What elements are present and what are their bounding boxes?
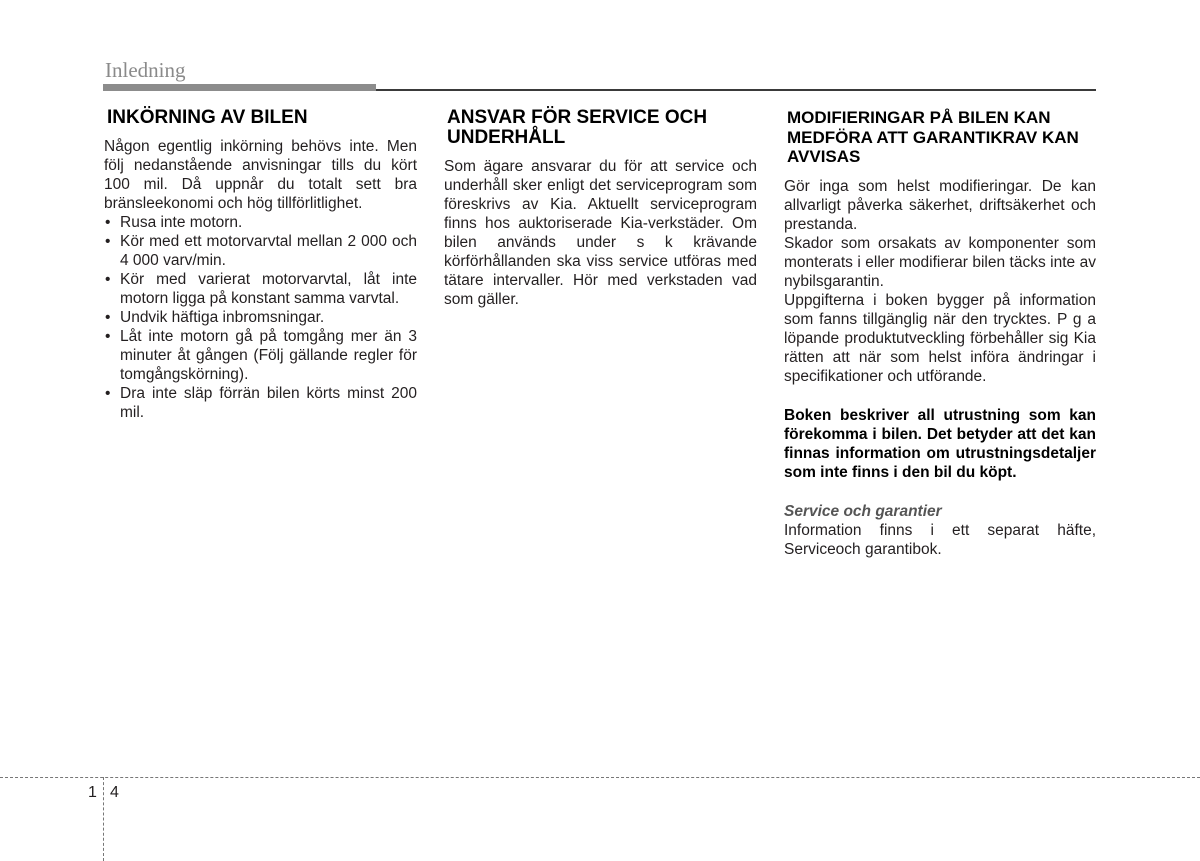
equipment-note: Boken beskriver all utrustning som kan förekomma i bilen. Det betyder att det kan finnas information om utrustningsdetaljer som inte finns i den bil du köpt. (784, 406, 1096, 481)
modifications-paragraph-3: Uppgifterna i boken bygger på information som fanns tillgänglig när den trycktes. P g a löpande produktutveckling förbehåller sig Kia rätten att när som helst införa ändringar i specifikationer och utförande. (784, 291, 1096, 385)
footer-rule (0, 777, 1200, 778)
list-item: • Kör med ett motorvarvtal mellan 2 000 och 4 000 varv/min. (105, 233, 417, 269)
service-paragraph: Som ägare ansvarar du för att service och underhåll sker enligt det serviceprogram som föreskrivs av Kia. Aktuellt serviceprogram finns hos auktoriserade Kia-verkstäder. Om bilen används under s k krävande körförhållanden ska viss service utföras med tätare intervaller. Hör med verkstaden vad som gäller. (444, 158, 757, 308)
column-service-responsibility (444, 108, 757, 309)
bullet-icon: • (105, 271, 111, 288)
footer-divider (103, 777, 104, 861)
bullet-icon: • (105, 233, 111, 250)
heading-service-responsibility: ANSVAR FÖR SERVICE OCH UNDERHÅLL (447, 107, 708, 148)
list-item: • Dra inte släp förrän bilen körts minst 200 mil. (105, 385, 417, 421)
list-item: • Undvik häftiga inbromsningar. (105, 309, 325, 326)
bullet-icon: • (105, 385, 111, 402)
chapter-number: 1 (88, 784, 97, 801)
warranty-paragraph: Information finns i ett separat häfte, Serviceoch garantibok. (784, 521, 1096, 558)
intro-paragraph: Någon egentlig inkörning behövs inte. Men följ nedanstående anvisningar tills du kört 100 mil. Då uppnår du totalt sett bra bränsleekonomi och hög tillförlitlighet. (104, 138, 417, 212)
list-item: • Rusa inte motorn. (105, 214, 243, 231)
modifications-paragraph-1: Gör inga som helst modifieringar. De kan allvarligt påverka säkerhet, driftsäkerhet och prestanda. (784, 177, 1096, 233)
modifications-paragraph-2: Skador som orsakats av komponenter som monterats i eller modifierar bilen täcks inte av nybilsgarantin. (784, 234, 1096, 290)
section-title: Inledning (105, 58, 186, 82)
bullet-icon: • (105, 328, 111, 345)
list-item: • Låt inte motorn gå på tomgång mer än 3 minuter åt gången (Följ gällande regler för tomgångskörning). (105, 328, 417, 383)
heading-modifications: MODIFIERINGAR PÅ BILEN KAN MEDFÖRA ATT GARANTIKRAV KAN AVVISAS (787, 108, 1079, 166)
bullet-icon: • (105, 309, 111, 326)
header-rule (376, 89, 1096, 91)
column-modifications (784, 108, 1096, 559)
list-item: • Kör med varierat motorvarvtal, låt inte motorn ligga på konstant samma varvtal. (105, 271, 417, 307)
header-bar (103, 84, 376, 91)
running-in-list (104, 213, 417, 422)
bullet-icon: • (105, 214, 111, 231)
subheading-service-warranty: Service och garantier (784, 502, 942, 520)
heading-running-in: INKÖRNING AV BILEN (107, 107, 308, 128)
column-running-in (104, 108, 417, 422)
page-number: 4 (110, 784, 119, 801)
